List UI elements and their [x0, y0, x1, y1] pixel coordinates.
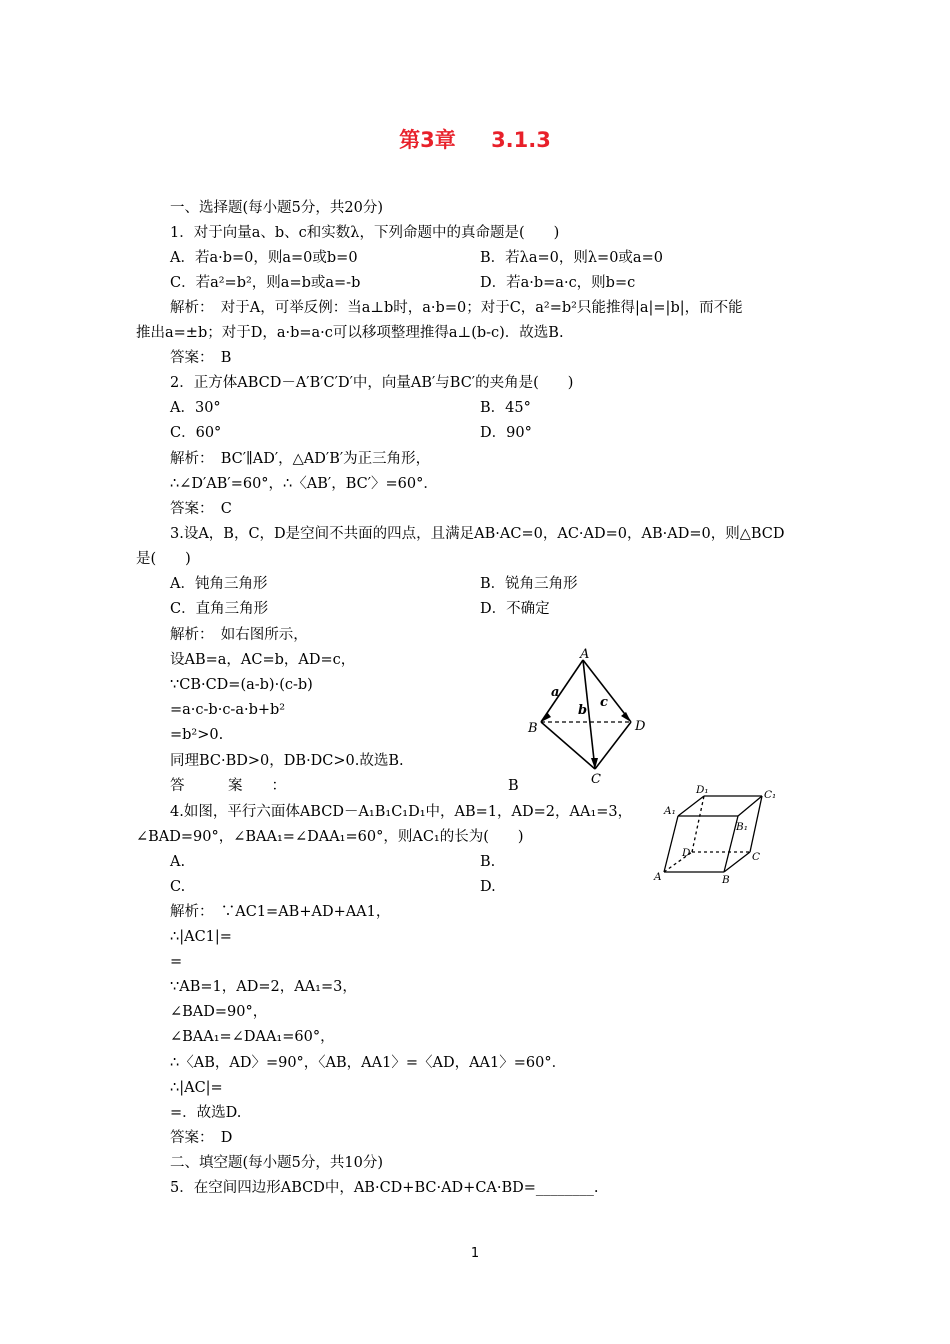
q4-explanation-8: ∴|AC|=	[170, 1080, 223, 1096]
q3-answer-label: 答 案 ：	[170, 778, 286, 794]
q4-explanation-5: ∠BAD=90°，	[170, 1004, 268, 1020]
question-4: 4.如图，平行六面体ABCD－A₁B₁C₁D₁中，AB=1，AD=2，AA₁=3，	[170, 804, 633, 820]
q1-explanation-1: 解析： 对于A，可举反例：当a⊥b时，a·b=0；对于C，a²=b²只能推得|a|=|b|，而不能	[170, 300, 743, 316]
q2-explanation-1: 解析： BC′∥AD′，△AD′B′为正三角形，	[170, 451, 431, 467]
q3-explanation-4: =a·c-b·c-a·b+b²	[170, 702, 286, 718]
q4-explanation-3: =	[170, 954, 183, 970]
vertex-c1-label: C₁	[764, 789, 777, 801]
chapter-label: 第3章	[399, 128, 456, 152]
page-title	[0, 124, 950, 154]
tetrahedron-figure	[525, 646, 655, 786]
parallelepiped-figure	[652, 782, 792, 886]
q4-explanation-9: =．故选D.	[170, 1105, 242, 1121]
q4-explanation-4: ∵AB=1，AD=2，AA₁=3，	[170, 979, 357, 995]
vector-b-label: b	[578, 703, 588, 718]
q2-option-c: C．60°	[170, 425, 222, 441]
vertex-a-label: A	[580, 647, 590, 662]
q3-option-c: C．直角三角形	[170, 601, 269, 617]
q4-explanation-1: 解析： ∵AC1=AB+AD+AA1，	[170, 904, 391, 920]
q4-option-a: A.	[170, 854, 186, 870]
q4-option-c: C.	[170, 879, 186, 895]
q4-explanation-7: ∴〈AB，AD〉=90°，〈AB，AA1〉=〈AD，AA1〉=60°．	[170, 1055, 567, 1071]
section-label: 3.1.3	[491, 128, 551, 152]
q2-option-a: A．30°	[170, 400, 221, 416]
q4-explanation-6: ∠BAA₁=∠DAA₁=60°，	[170, 1029, 335, 1045]
q1-option-a: A．若a·b=0，则a=0或b=0	[170, 250, 358, 266]
section-heading-1: 一、选择题(每小题5分，共20分)	[170, 200, 383, 216]
q3-explanation-5: =b²>0.	[170, 727, 224, 743]
q3-option-d: D．不确定	[480, 601, 550, 617]
q4-option-d: D.	[480, 879, 496, 895]
vertex-b-label: B	[528, 721, 538, 736]
vertex-c-label: C	[591, 772, 601, 786]
vector-c-label: c	[600, 695, 608, 710]
q2-explanation-2: ∴∠D′AB′=60°，∴〈AB′，BC′〉=60°．	[170, 476, 438, 492]
q3-option-a: A．钝角三角形	[170, 576, 268, 592]
vertex-b-label: B	[722, 874, 730, 886]
q3-option-b: B．锐角三角形	[480, 576, 578, 592]
vertex-d-label: D	[635, 719, 646, 734]
section-heading-2: 二、填空题(每小题5分，共10分)	[170, 1155, 383, 1171]
page-number: 1	[470, 1246, 480, 1261]
q1-explanation-2: 推出a=±b；对于D，a·b=a·c可以移项整理推得a⊥(b-c)．故选B.	[136, 325, 564, 341]
q4-explanation-2: ∴|AC1|=	[170, 929, 232, 945]
q2-option-d: D．90°	[480, 425, 532, 441]
q4-answer: 答案： D	[170, 1130, 233, 1146]
q3-explanation-6: 同理BC·BD>0，DB·DC>0.故选B.	[170, 753, 404, 769]
vertex-a1-label: A₁	[664, 805, 676, 817]
question-1: 1．对于向量a、b、c和实数λ，下列命题中的真命题是( )	[170, 225, 560, 241]
q3-explanation-3: ∵CB·CD=(a-b)·(c-b)	[170, 677, 313, 693]
q3-explanation-1: 解析： 如右图所示，	[170, 627, 308, 643]
question-3-cont: 是( )	[136, 551, 191, 567]
q3-explanation-2: 设AB=a，AC=b，AD=c，	[170, 652, 356, 668]
question-2: 2．正方体ABCD－A′B′C′D′中，向量AB′与BC′的夹角是( )	[170, 375, 574, 391]
q1-option-c: C．若a²=b²，则a=b或a=-b	[170, 275, 361, 291]
vertex-a-label: A	[654, 871, 662, 883]
q2-answer: 答案： C	[170, 501, 232, 517]
vertex-b1-label: B₁	[736, 821, 748, 833]
vertex-d-label: D	[682, 847, 691, 859]
vertex-d1-label: D₁	[696, 784, 709, 796]
q1-option-d: D．若a·b=a·c，则b=c	[480, 275, 636, 291]
question-3: 3.设A，B，C，D是空间不共面的四点，且满足AB·AC=0，AC·AD=0，AB·AD=0，则△BCD	[170, 526, 785, 542]
question-5: 5．在空间四边形ABCD中，AB·CD+BC·AD+CA·BD=________.	[170, 1180, 599, 1196]
q1-option-b: B．若λa=0，则λ=0或a=0	[480, 250, 663, 266]
vector-a-label: a	[551, 685, 560, 700]
q2-option-b: B．45°	[480, 400, 531, 416]
q4-option-b: B.	[480, 854, 496, 870]
question-4-cont: ∠BAD=90°，∠BAA₁=∠DAA₁=60°，则AC₁的长为( )	[136, 829, 524, 845]
q3-answer: B	[508, 778, 519, 794]
q1-answer: 答案： B	[170, 350, 232, 366]
vertex-c-label: C	[752, 851, 761, 863]
